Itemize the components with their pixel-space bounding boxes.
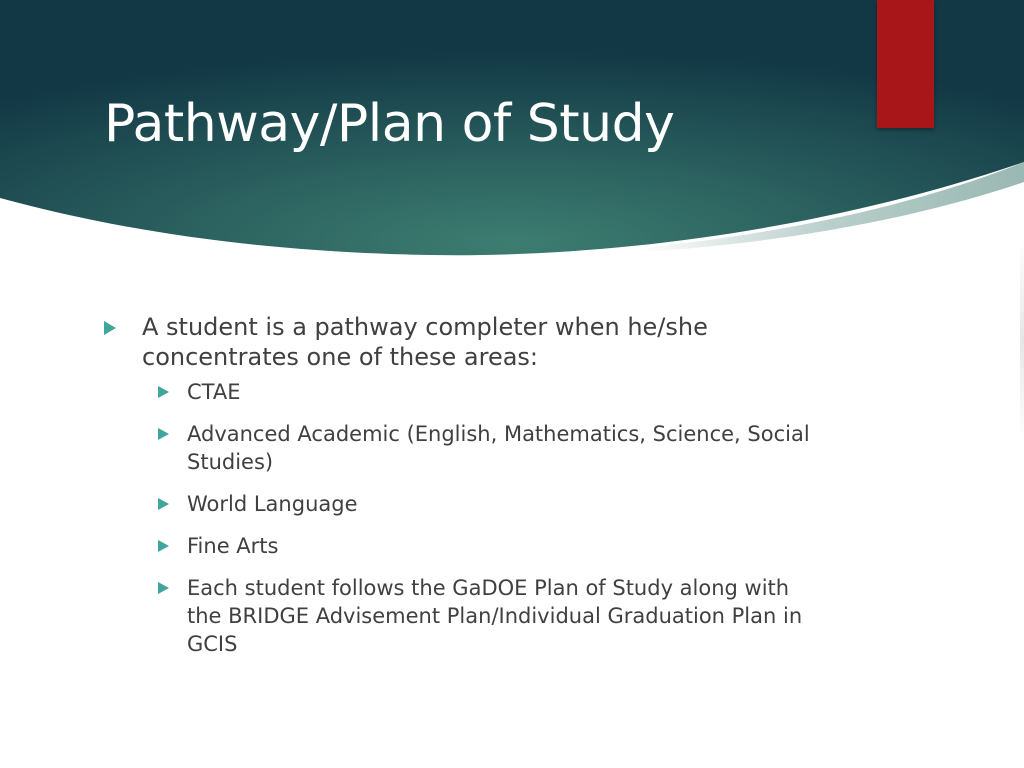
- sub-bullet-text: Advanced Academic (English, Mathematics, Science, Social Studies): [187, 422, 810, 474]
- sub-bullet-text: Fine Arts: [187, 534, 279, 558]
- bullet-list: [104, 312, 904, 671]
- slide-title: Pathway/Plan of Study: [104, 94, 675, 154]
- sub-bullet-item: [158, 378, 827, 406]
- sub-bullet-item: [158, 490, 827, 518]
- bullet-triangle-icon: [158, 428, 169, 440]
- bullet-triangle-icon: [158, 386, 169, 398]
- bullet-text: A student is a pathway completer when he/she concentrates one of these areas:: [142, 313, 708, 371]
- sub-bullet-text: World Language: [187, 492, 358, 516]
- bullet-triangle-icon: [104, 321, 116, 335]
- bullet-triangle-icon: [158, 582, 169, 594]
- sub-bullet-item: [158, 532, 827, 560]
- sub-bullet-item: [158, 574, 827, 658]
- slide-edge-shadow: [1020, 240, 1024, 440]
- bullet-item: [104, 312, 832, 372]
- sub-bullet-text: Each student follows the GaDOE Plan of Study along with the BRIDGE Advisement Plan/Individual Graduation Plan in GCIS: [187, 576, 803, 656]
- sub-bullet-item: [158, 420, 827, 476]
- sub-bullet-text: CTAE: [187, 380, 241, 404]
- bullet-triangle-icon: [158, 498, 169, 510]
- bullet-triangle-icon: [158, 540, 169, 552]
- accent-tab: [877, 0, 934, 128]
